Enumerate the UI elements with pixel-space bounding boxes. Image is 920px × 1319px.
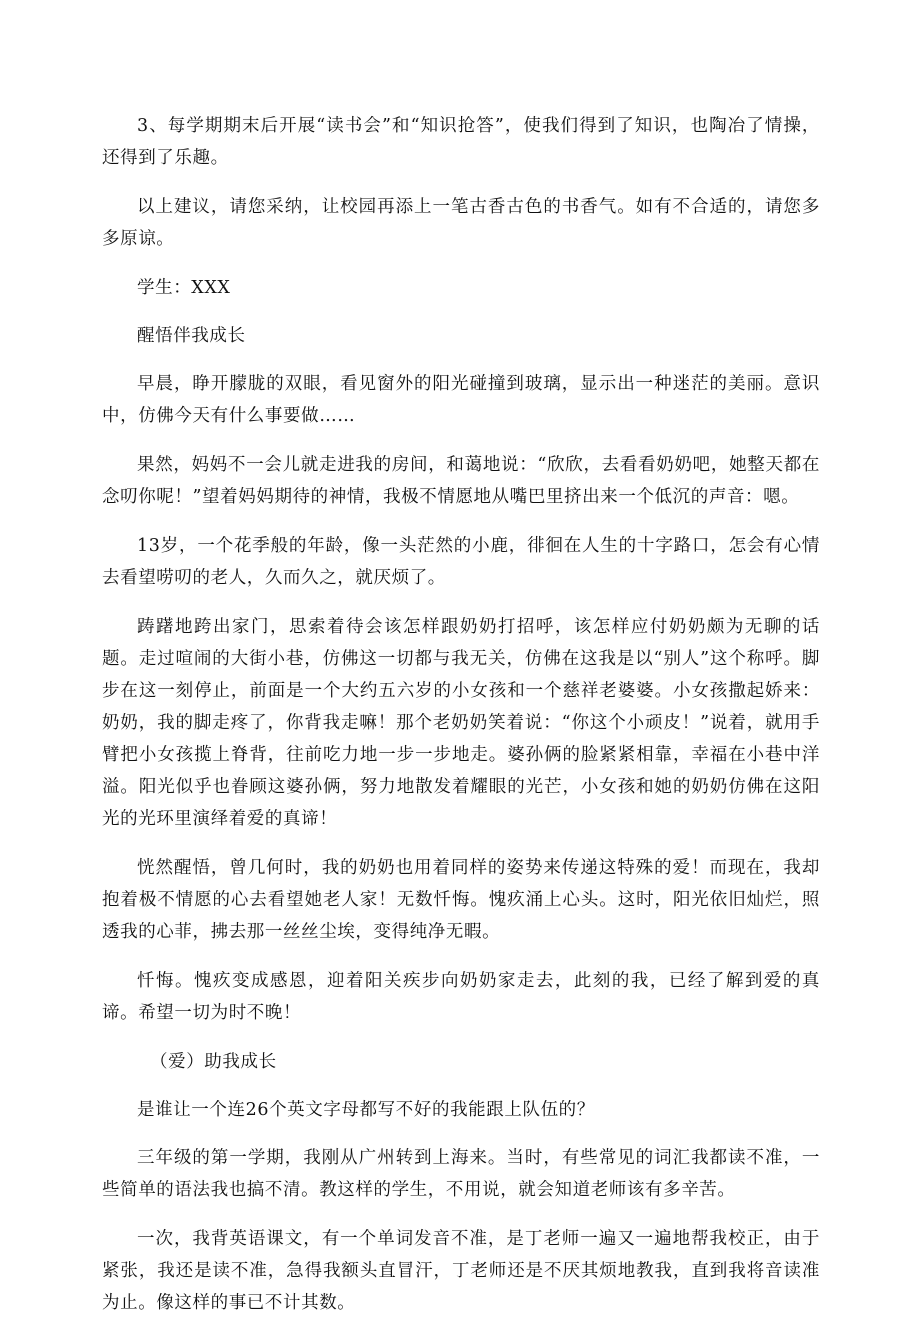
paragraph-english-lesson: 一次，我背英语课文，有一个单词发音不准，是丁老师一遍又一遍地帮我校正，由于紧张，我还是读不准，急得我额头直冒汗，丁老师还是不厌其烦地教我，直到我将音读准为止。像这样的事已不计其数。 — [102, 1229, 820, 1313]
paragraph-repentance: 忏悔。愧疚变成感恩，迎着阳关疾步向奶奶家走去，此刻的我，已经了解到爱的真谛。希望一切为时不晚！ — [102, 971, 820, 1023]
paragraph-question: 是谁让一个连26个英文字母都写不好的我能跟上队伍的？ — [137, 1100, 595, 1120]
paragraph-suggestion-closing: 以上建议，请您采纳，让校园再添上一笔古香古色的书香气。如有不合适的，请您多多原谅。 — [102, 197, 820, 249]
paragraph-signature: 学生：XXX — [137, 278, 231, 298]
paragraph-reading-activities: 3、每学期期末后开展“读书会”和“知识抢答”，使我们得到了知识，也陶冶了情操，还得到了乐趣。 — [102, 116, 820, 168]
paragraph-mother: 果然，妈妈不一会儿就走进我的房间，和蔼地说：“欣欣，去看看奶奶吧，她整天都在念叨你呢！”望着妈妈期待的神情，我极不情愿地从嘴巴里挤出来一个低沉的声音：嗯。 — [102, 455, 820, 507]
paragraph-realization: 恍然醒悟，曾几何时，我的奶奶也用着同样的姿势来传递这特殊的爱！而现在，我却抱着极不情愿的心去看望她老人家！无数忏悔。愧疚涌上心头。这时，阳光依旧灿烂，照透我的心菲，拂去那一丝丝尘埃，变得纯净无暇。 — [102, 858, 820, 942]
essay-title-awakening: 醒悟伴我成长 — [137, 326, 246, 346]
paragraph-morning: 早晨，睁开朦胧的双眼，看见窗外的阳光碰撞到玻璃，显示出一种迷茫的美丽。意识中，仿佛今天有什么事要做…… — [102, 374, 820, 426]
paragraph-street-scene: 踌躇地跨出家门，思索着待会该怎样跟奶奶打招呼，该怎样应付奶奶颇为无聊的话题。走过喧闹的大街小巷，仿佛这一切都与我无关，仿佛在这我是以“别人”这个称呼。脚步在这一刻停止，前面是一个大约五六岁的小女孩和一个慈祥老婆婆。小女孩撒起娇来：奶奶，我的脚走疼了，你背我走嘛！那个老奶奶笑着说：“你这个小顽皮！”说着，就用手臂把小女孩揽上脊背，往前吃力地一步一步地走。婆孙俩的脸紧紧相靠，幸福在小巷中洋溢。阳光似乎也眷顾这婆孙俩，努力地散发着耀眼的光芒，小女孩和她的奶奶仿佛在这阳光的光环里演绎着爱的真谛！ — [102, 617, 820, 829]
essay-title-love: （爱）助我成长 — [150, 1052, 277, 1072]
paragraph-third-grade: 三年级的第一学期，我刚从广州转到上海来。当时，有些常见的词汇我都读不准，一些简单的语法我也搞不清。教这样的学生，不用说，就会知道老师该有多辛苦。 — [102, 1148, 820, 1200]
paragraph-thirteen: 13岁，一个花季般的年龄，像一头茫然的小鹿，徘徊在人生的十字路口，怎会有心情去看望唠叨的老人，久而久之，就厌烦了。 — [102, 536, 820, 588]
